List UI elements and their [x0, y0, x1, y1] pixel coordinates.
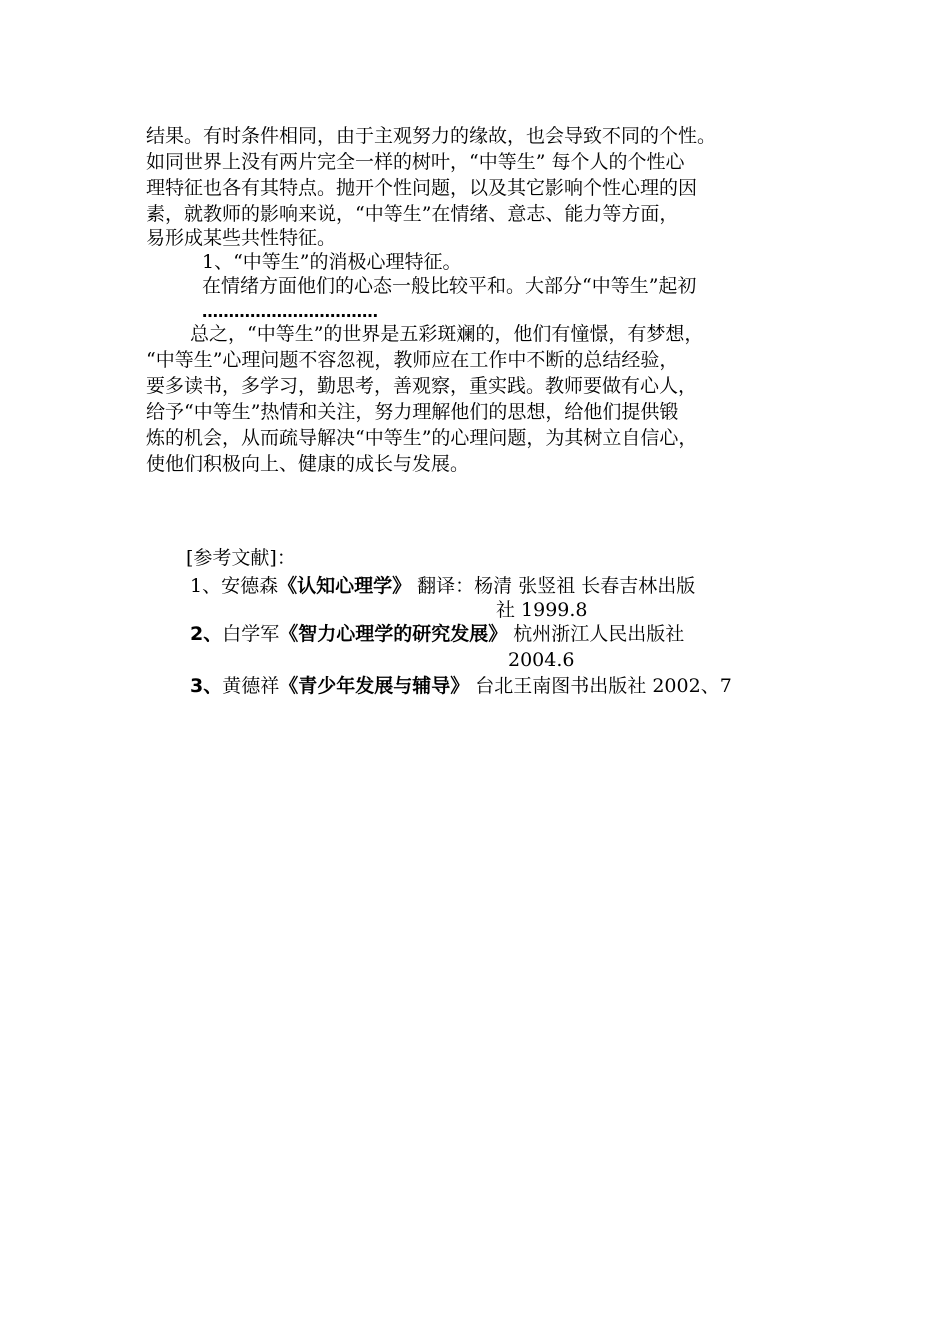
section-text: 在情绪方面他们的心态一般比较平和。大部分“中等生”起初 [202, 275, 697, 297]
reference-author: 安德森 [221, 575, 279, 597]
reference-continuation: 2004.6 [508, 649, 575, 671]
reference-title: 《青少年发展与辅导》 [279, 675, 470, 697]
reference-item [190, 622, 684, 646]
reference-number: 1、 [190, 575, 222, 597]
paragraph-line: 素，就教师的影响来说，“中等生”在情绪、意志、能力等方面， [146, 203, 679, 225]
paragraph-line: 结果。有时条件相同，由于主观努力的缘故，也会导致不同的个性。 [146, 125, 717, 147]
reference-detail: 杭州浙江人民出版社 [507, 623, 685, 645]
conclusion-line: 炼的机会，从而疏导解决“中等生”的心理问题，为其树立自信心， [146, 427, 698, 449]
reference-item [190, 674, 732, 698]
conclusion-line: 给予“中等生”热情和关注，努力理解他们的思想，给他们提供锻 [146, 401, 679, 423]
reference-title: 《智力心理学的研究发展》 [279, 623, 508, 645]
paragraph-line: 理特征也各有其特点。抛开个性问题，以及其它影响个性心理的因 [146, 177, 698, 199]
reference-author: 白学军 [222, 623, 280, 645]
reference-author: 黄德祥 [222, 675, 280, 697]
reference-detail: 台北王南图书出版社 2002、7 [469, 675, 732, 697]
ellipsis: …………………………… [202, 302, 378, 321]
reference-number: 2、 [190, 623, 223, 645]
conclusion-line: 总之，“中等生”的世界是五彩斑斓的，他们有憧憬，有梦想， [190, 323, 704, 345]
reference-title: 《认知心理学》 [278, 575, 412, 597]
section-heading: 1、“中等生”的消极心理特征。 [202, 251, 462, 273]
conclusion-line: “中等生”心理问题不容忽视，教师应在工作中不断的总结经验， [146, 349, 679, 371]
paragraph-line: 易形成某些共性特征。 [146, 227, 337, 249]
references-heading: [参考文献]： [186, 547, 296, 569]
reference-continuation: 社 1999.8 [496, 599, 588, 621]
reference-item [190, 574, 695, 598]
conclusion-line: 使他们积极向上、健康的成长与发展。 [146, 453, 470, 475]
paragraph-line: 如同世界上没有两片完全一样的树叶，“中等生” 每个人的个性心 [146, 151, 685, 173]
reference-number: 3、 [190, 675, 223, 697]
reference-detail: 翻译：杨清 张竖祖 长春吉林出版 [411, 575, 696, 597]
conclusion-line: 要多读书，多学习，勤思考，善观察，重实践。教师要做有心人， [146, 375, 698, 397]
